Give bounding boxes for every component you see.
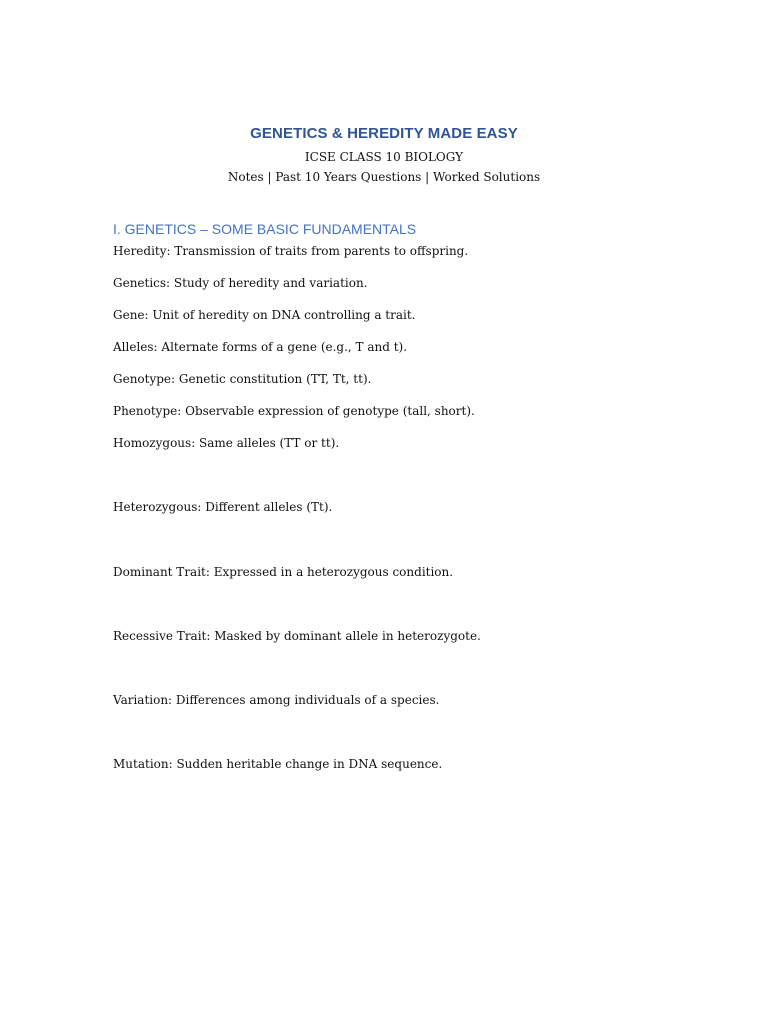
definition-heredity: Heredity: Transmission of traits from parents to offspring. xyxy=(113,244,469,258)
definition-phenotype: Phenotype: Observable expression of genotype (tall, short). xyxy=(113,404,475,418)
definition-homozygous: Homozygous: Same alleles (TT or tt). xyxy=(113,436,340,450)
definition-genetics: Genetics: Study of heredity and variation. xyxy=(113,276,368,290)
definition-dominant-trait: Dominant Trait: Expressed in a heterozygous condition. xyxy=(113,565,454,579)
definition-alleles: Alleles: Alternate forms of a gene (e.g., T and t). xyxy=(113,340,408,354)
document-title: GENETICS & HEREDITY MADE EASY xyxy=(250,125,518,142)
document-subtitle: ICSE CLASS 10 BIOLOGY xyxy=(304,150,464,164)
document-tagline: Notes | Past 10 Years Questions | Worked Solutions xyxy=(227,170,541,184)
definition-variation: Variation: Differences among individuals of a species. xyxy=(113,693,440,707)
definition-genotype: Genotype: Genetic constitution (TT, Tt, tt). xyxy=(113,372,372,386)
definition-mutation: Mutation: Sudden heritable change in DNA sequence. xyxy=(113,757,443,771)
definition-recessive-trait: Recessive Trait: Masked by dominant allele in heterozygote. xyxy=(113,629,481,643)
section-heading: I. GENETICS – SOME BASIC FUNDAMENTALS xyxy=(113,221,417,237)
definition-gene: Gene: Unit of heredity on DNA controlling a trait. xyxy=(113,308,416,322)
definition-heterozygous: Heterozygous: Different alleles (Tt). xyxy=(113,500,333,514)
